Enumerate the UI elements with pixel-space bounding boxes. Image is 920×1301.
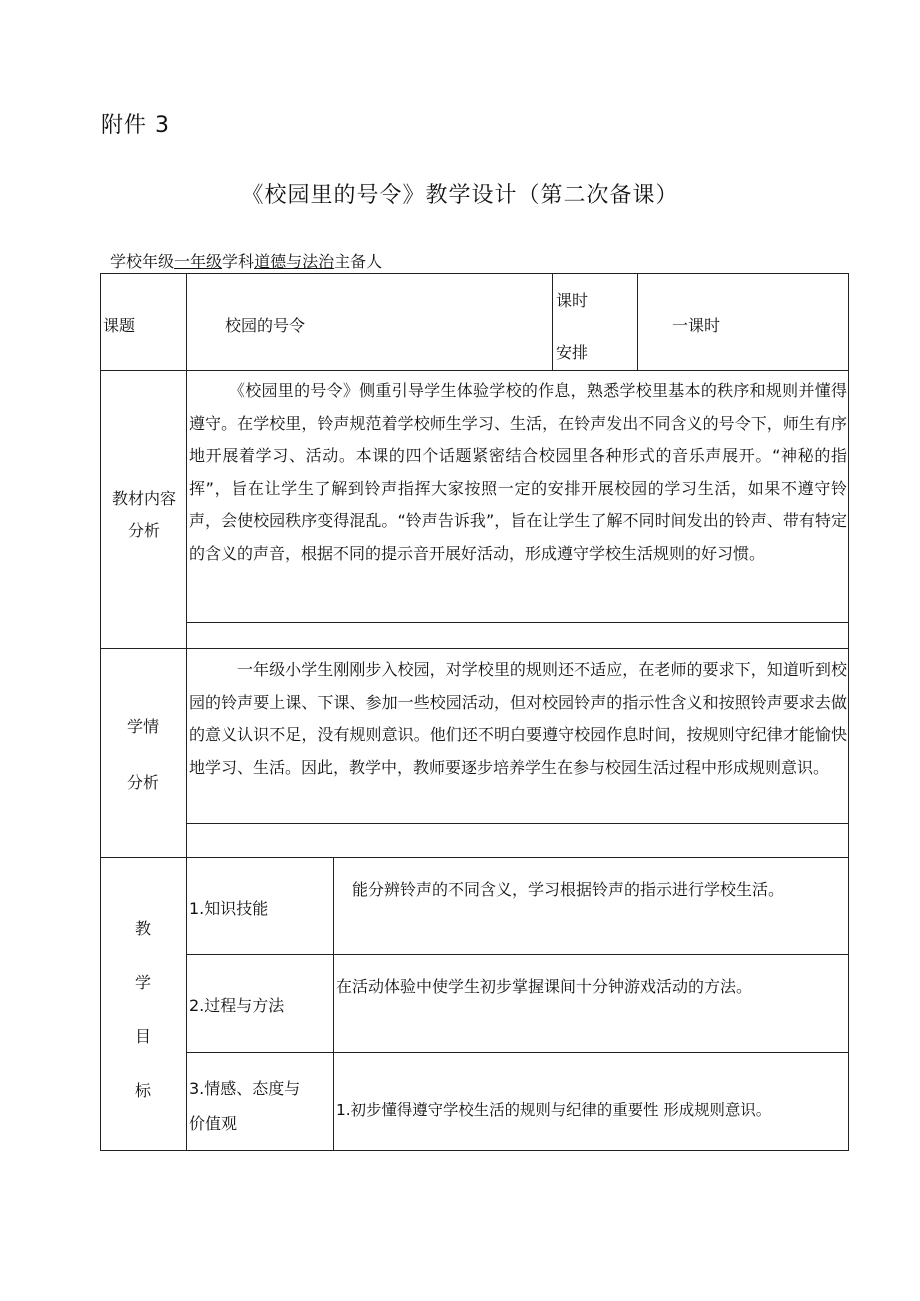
hours-label-line1: 课时 (556, 291, 589, 310)
hours-value: 一课时 (672, 316, 721, 335)
goal-process-text: 在活动体验中使学生初步掌握课间十分钟游戏活动的方法。 (336, 977, 753, 996)
topic-value: 校园的号令 (225, 316, 306, 335)
goal-attitude-text: 1.初步懂得遵守学校生活的规则与纪律的重要性 形成规则意识。 (336, 1101, 772, 1119)
goals-label-char: 教 (134, 919, 151, 938)
topic-label: 课题 (103, 316, 136, 335)
grade-label: 年级 (142, 252, 175, 271)
table-border-bottom (100, 1150, 849, 1151)
goal-knowledge-text: 能分辨铃声的不同含义，学习根据铃声的指示进行学校生活。 (352, 880, 785, 899)
column-divider (637, 273, 638, 371)
material-analysis-text: 《校园里的号令》侧重引导学生体验学校的作息，熟悉学校里基本的秩序和规则并懂得遵守。在学校里，铃声规范着学校师生学习、生活，在铃声发出不同含义的号令下，师生有序地开展着学习、活动。本课的四个话题紧密结合校园里各种形式的音乐声展开。“神秘的指挥”，旨在让学生了解到铃声指挥大家按照一定的安排开展校园的学习生活，如果不遵守铃声，会使校园秩序变得混乱。“铃声告诉我”，旨在让学生了解不同时间发出的铃声、带有特定的含义的声音，根据不同的提示音开展好活动，形成遵守学校生活规则的好习惯。 (189, 381, 847, 563)
column-divider (333, 857, 334, 1151)
grade-value: 一年级 (174, 252, 223, 271)
material-label-line2: 分析 (127, 521, 160, 540)
cell-inner-line (186, 823, 849, 824)
row-divider (186, 954, 849, 955)
students-label-line2: 分析 (126, 773, 159, 792)
table-border-right (848, 273, 849, 1151)
attachment-label: 附件 3 (101, 113, 170, 138)
cell-inner-line (186, 622, 849, 623)
goals-label-char: 学 (134, 973, 151, 992)
row-divider (100, 648, 849, 649)
row-divider (186, 1052, 849, 1053)
document-title: 《校园里的号令》教学设计（第二次备课） (241, 183, 679, 208)
meta-line (110, 249, 382, 272)
goal-attitude-name-line1: 3.情感、态度与 (189, 1079, 301, 1098)
row-divider (100, 857, 849, 858)
subject-label: 学科 (222, 252, 255, 271)
material-label-line1: 教材内容 (111, 489, 176, 508)
row-divider (100, 370, 849, 371)
goals-label (100, 902, 186, 1118)
goal-knowledge-name: 1.知识技能 (189, 899, 269, 918)
school-label: 学校 (110, 252, 143, 271)
table-border-top (100, 273, 849, 274)
students-label-line1: 学情 (126, 717, 159, 736)
goal-attitude-name-line2: 价值观 (189, 1114, 238, 1133)
goals-label-char: 目 (134, 1027, 151, 1046)
hours-label-line2: 安排 (556, 343, 589, 362)
goal-process-name: 2.过程与方法 (189, 996, 285, 1015)
column-divider (552, 273, 553, 371)
column-divider (186, 273, 187, 1151)
goals-label-char: 标 (134, 1081, 151, 1100)
subject-value: 道德与法治 (254, 252, 335, 271)
preparer-label: 主备人 (334, 252, 383, 271)
students-analysis-text: 一年级小学生刚刚步入校园，对学校里的规则还不适应，在老师的要求下，知道听到校园的铃声要上课、下课、参加一些校园活动，但对校园铃声的指示性含义和按照铃声要求去做的意义认识不足，没有规则意识。他们还不明白要遵守校园作息时间，按规则守纪律才能愉快地学习、生活。因此，教学中，教师要逐步培养学生在参与校园生活过程中形成规则意识。 (189, 660, 847, 777)
